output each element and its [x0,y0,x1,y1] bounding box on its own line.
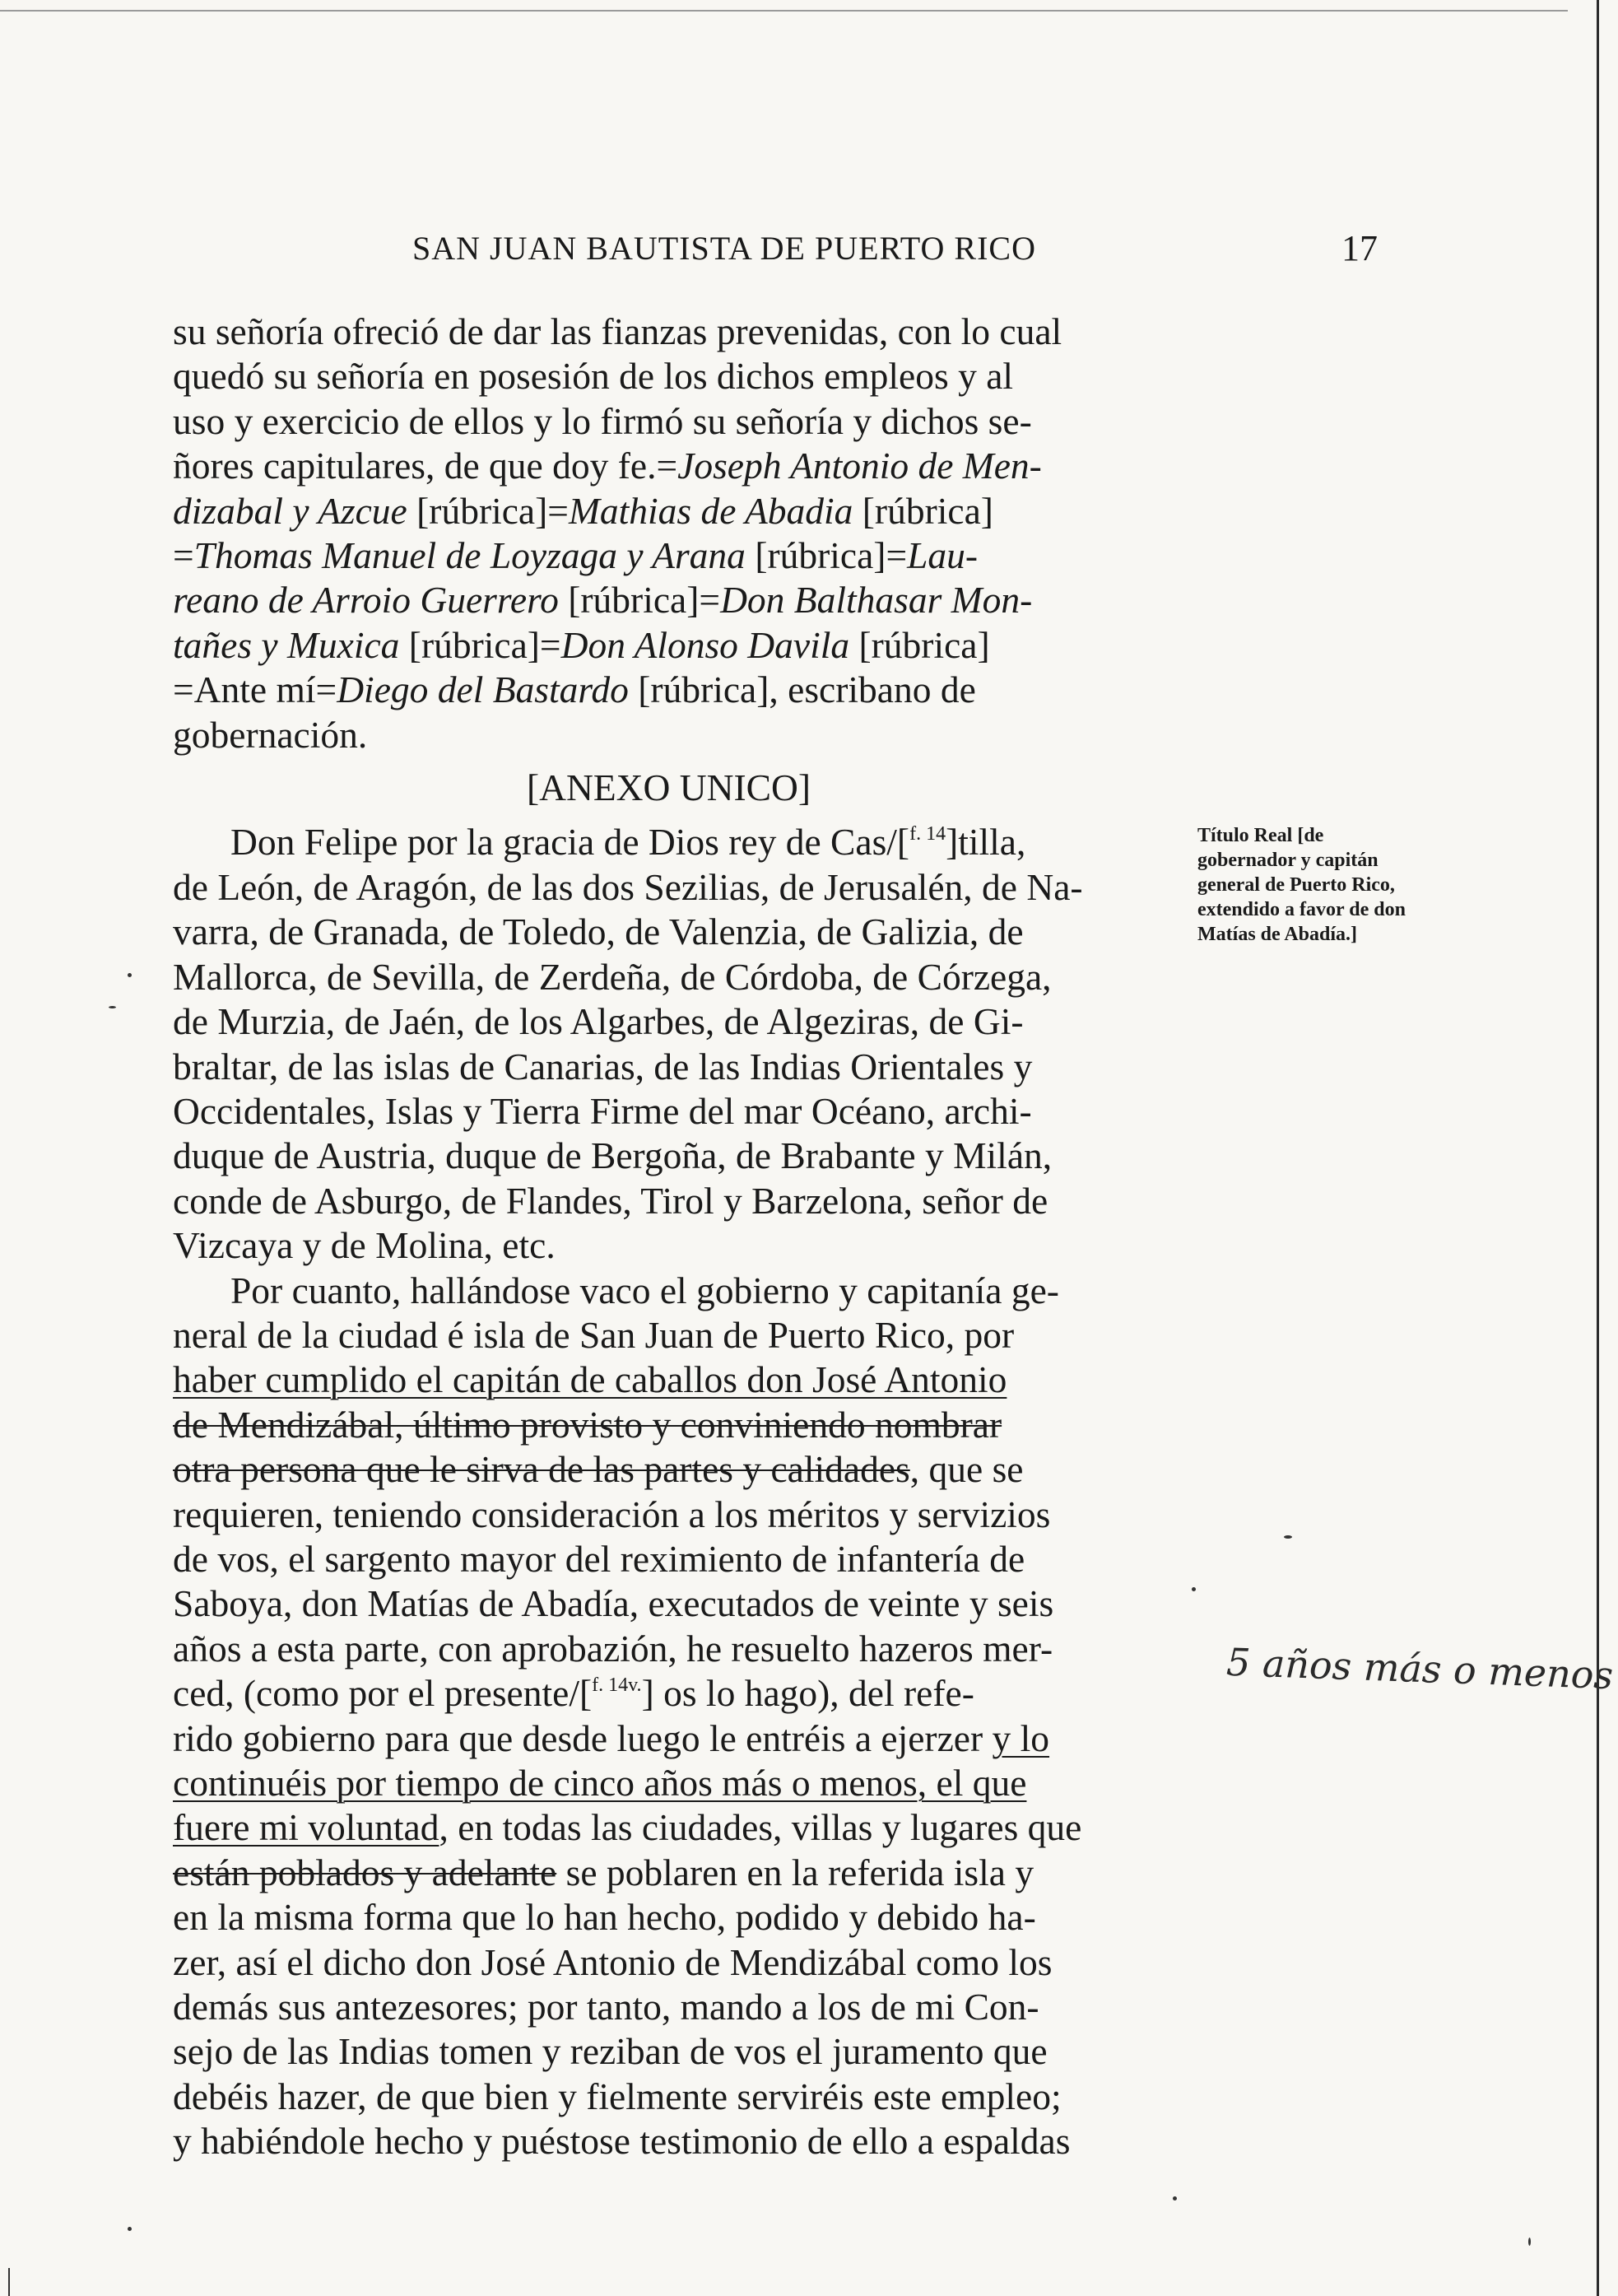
text-line: su señoría ofreció de dar las fianzas prevenidas, con lo cual [173,310,1062,352]
text-line: ced, (como por el presente/[$^{f. 14v.}$] os lo hago), del refe- [173,1672,974,1715]
text-line: quedó su señoría en posesión de los dichos empleos y al [173,355,1014,398]
text-line: duque de Austria, duque de Bergoña, de Brabante y Milán, [173,1134,1053,1177]
text-line: reano de Arroio Guerrero [rúbrica]=Don Balthasar Mon- [173,579,1033,622]
paragraph-closing-act [173,310,1165,757]
text-line: debéis hazer, de que bien y fielmente serviréis este empleo; [173,2075,1062,2117]
handwritten-annotation: 5 años más o menos [1225,1639,1615,1698]
speck [1528,2238,1531,2246]
text-line: zer, así el dicho don José Antonio de Mendizábal como los [173,1940,1053,1983]
underlined-text: continuéis por tiempo de cinco años más o menos, el que [173,1762,1027,1804]
speck [1173,2196,1177,2201]
annex-heading: [ANEXO UNICO] [527,766,811,809]
paragraph-royal-title [173,820,1165,1268]
text-line: fuere mi voluntad, en todas las ciudades, villas y lugares que [173,1806,1082,1849]
scan-edge-mark [8,2268,10,2296]
text-line: =Thomas Manuel de Loyzaga y Arana [rúbrica]=Lau- [173,534,979,577]
text-line: uso y exercicio de ellos y lo firmó su señoría y dichos se- [173,399,1032,442]
text-line: neral de la ciudad é isla de San Juan de Puerto Rico, por [173,1313,1015,1356]
text-line: de León, de Aragón, de las dos Sezilias, de Jerusalén, de Na- [173,865,1083,908]
text-line: tañes y Muxica [rúbrica]=Don Alonso Davila [rúbrica] [173,623,990,666]
text-line: braltar, de las islas de Canarias, de las Indias Orientales y [173,1045,1033,1087]
text-line: de Murzia, de Jaén, de los Algarbes, de Algeziras, de Gi- [173,1000,1024,1043]
page-edge-line [1597,0,1599,2296]
text-line: dizabal y Azcue [rúbrica]=Mathias de Abadia [rúbrica] [173,489,993,532]
running-title: SAN JUAN BAUTISTA DE PUERTO RICO [412,230,1036,267]
text-line: gobernación. [173,713,368,756]
speck [128,973,132,977]
text-line [173,1761,1165,1805]
text-line: años a esta parte, con aprobazión, he resuelto hazeros mer- [173,1627,1053,1670]
underlined-text: y lo [992,1716,1050,1759]
text-line: requieren, teniendo consideración a los méritos y servizios [173,1493,1051,1535]
text-line: conde de Asburgo, de Flandes, Tirol y Barzelona, señor de [173,1179,1048,1222]
speck [1192,1587,1196,1591]
speck [128,2227,132,2231]
text-line: otra persona que le sirva de las partes y calidades, que se [173,1448,1024,1491]
text-line: están poblados y adelante se poblaren en la referida isla y [173,1851,1034,1893]
text-line: rido gobierno para que desde luego le entréis a ejerzer y lo [173,1716,1050,1759]
struck-text: otra persona que le sirva de las partes y calidades [173,1448,910,1491]
top-rule [0,10,1568,12]
underlined-text: haber cumplido el capitán de caballos don José Antonio [173,1358,1007,1401]
text-line [173,1358,1165,1402]
speck [1284,1535,1292,1539]
text-line: Por cuanto, hallándose vaco el gobierno y capitanía ge- [230,1269,1059,1311]
text-line: y habiéndole hecho y puéstose testimonio de ello a espaldas [173,2120,1071,2163]
struck-text: de Mendizábal, último provisto y conviniendo nombrar [173,1403,1002,1446]
text-line: ñores capitulares, de que doy fe.=Joseph Antonio de Men- [173,445,1042,487]
text-line: Mallorca, de Sevilla, de Zerdeña, de Córdoba, de Córzega, [173,955,1052,998]
text-line: sejo de las Indias tomen y reziban de vos el juramento que [173,2030,1048,2073]
underlined-text: fuere mi voluntad [173,1806,439,1849]
text-line: demás sus antezesores; por tanto, mando a los de mi Con- [173,1986,1039,2028]
text-line: varra, de Granada, de Toledo, de Valenzia, de Galizia, de [173,910,1024,953]
text-line [173,1403,1165,1447]
page-body [173,310,1165,2164]
text-line: =Ante mí=Diego del Bastardo [rúbrica], escribano de [173,668,976,711]
struck-text: están poblados y adelante [173,1851,557,1893]
text-line: Don Felipe por la gracia de Dios rey de Cas/[$^{f. 14}$]tilla, [230,821,1026,864]
paragraph-por-cuanto [173,1269,1165,2164]
speck [109,1006,116,1008]
text-line: Occidentales, Islas y Tierra Firme del mar Océano, archi- [173,1089,1032,1132]
text-line: Saboya, don Matías de Abadía, executados de veinte y seis [173,1582,1054,1625]
page-number: 17 [1341,228,1378,268]
text-line: Vizcaya y de Molina, etc. [173,1224,556,1267]
text-line: en la misma forma que lo han hecho, podido y debido ha- [173,1896,1036,1939]
text-line: de vos, el sargento mayor del reximiento de infantería de [173,1537,1025,1580]
margin-note: Título Real [de gobernador y capitán general de Puerto Rico, extendido a favor de don Matías de Abadía.] [1197,825,1406,945]
